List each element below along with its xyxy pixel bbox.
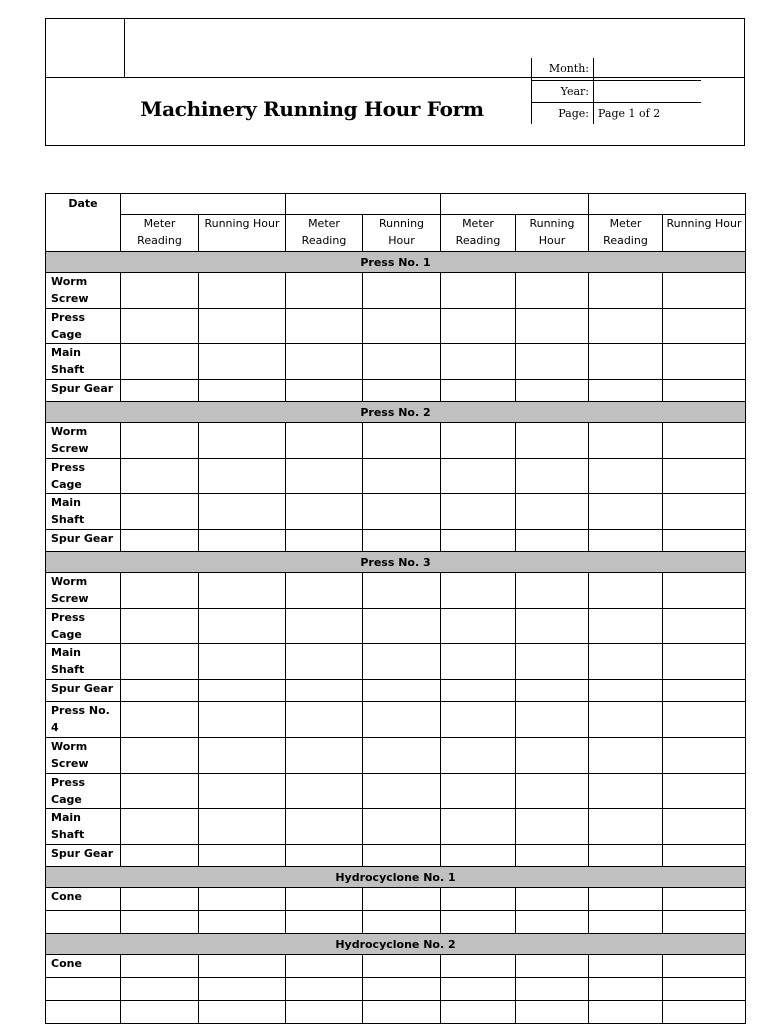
row-label: Main Shaft xyxy=(46,344,121,380)
entry-cell[interactable] xyxy=(441,911,516,934)
section-title: Hydrocyclone No. 2 xyxy=(46,934,746,955)
entry-cell[interactable] xyxy=(589,530,663,552)
entry-cell[interactable] xyxy=(589,644,663,680)
table-row xyxy=(46,530,746,552)
table-row xyxy=(46,955,746,978)
entry-cell[interactable] xyxy=(363,845,441,867)
entry-cell[interactable] xyxy=(663,911,746,934)
entry-cell[interactable] xyxy=(663,809,746,845)
table-row xyxy=(46,459,746,494)
table-row xyxy=(46,573,746,609)
entry-cell[interactable] xyxy=(441,423,516,459)
entry-cell[interactable] xyxy=(121,774,199,809)
entry-cell[interactable] xyxy=(286,911,363,934)
entry-cell[interactable] xyxy=(441,344,516,380)
entry-cell[interactable] xyxy=(589,978,663,1001)
table-row xyxy=(46,680,746,702)
entry-cell[interactable] xyxy=(441,573,516,609)
entry-cell[interactable] xyxy=(199,888,286,911)
entry-cell[interactable] xyxy=(363,774,441,809)
entry-cell[interactable] xyxy=(589,609,663,644)
entry-cell[interactable] xyxy=(516,680,589,702)
date-field[interactable] xyxy=(589,194,746,215)
row-label xyxy=(46,911,121,934)
row-label: Main Shaft xyxy=(46,644,121,680)
entry-cell[interactable] xyxy=(441,738,516,774)
row-label: Press No. 4 xyxy=(46,702,121,738)
entry-cell[interactable] xyxy=(441,459,516,494)
entry-cell[interactable] xyxy=(663,888,746,911)
entry-cell[interactable] xyxy=(589,380,663,402)
entry-cell[interactable] xyxy=(286,955,363,978)
entry-cell[interactable] xyxy=(589,809,663,845)
table-row xyxy=(46,494,746,530)
entry-cell[interactable] xyxy=(441,273,516,309)
entry-cell[interactable] xyxy=(516,609,589,644)
entry-cell[interactable] xyxy=(363,644,441,680)
entry-cell[interactable] xyxy=(516,573,589,609)
entry-cell[interactable] xyxy=(516,530,589,552)
entry-cell[interactable] xyxy=(589,344,663,380)
year-label: Year: xyxy=(532,80,594,102)
entry-cell[interactable] xyxy=(199,380,286,402)
column-header: Meter Reading xyxy=(286,215,363,252)
page-label: Page: xyxy=(532,102,594,124)
entry-cell[interactable] xyxy=(589,459,663,494)
entry-cell[interactable] xyxy=(286,809,363,845)
entry-cell[interactable] xyxy=(199,459,286,494)
entry-cell[interactable] xyxy=(121,573,199,609)
section-title: Press No. 2 xyxy=(46,402,746,423)
entry-cell[interactable] xyxy=(589,888,663,911)
entry-cell[interactable] xyxy=(363,459,441,494)
entry-cell[interactable] xyxy=(441,1001,516,1024)
entry-cell[interactable] xyxy=(589,423,663,459)
month-label: Month: xyxy=(532,58,594,80)
entry-cell[interactable] xyxy=(199,978,286,1001)
column-header-row xyxy=(46,215,746,252)
table-row xyxy=(46,609,746,644)
entry-cell[interactable] xyxy=(121,680,199,702)
entry-cell[interactable] xyxy=(441,680,516,702)
entry-cell[interactable] xyxy=(199,644,286,680)
entry-cell[interactable] xyxy=(516,702,589,738)
table-row xyxy=(46,309,746,344)
entry-cell[interactable] xyxy=(516,273,589,309)
entry-cell[interactable] xyxy=(663,609,746,644)
entry-cell[interactable] xyxy=(199,680,286,702)
entry-cell[interactable] xyxy=(199,309,286,344)
month-field[interactable] xyxy=(594,58,701,80)
entry-cell[interactable] xyxy=(121,423,199,459)
entry-cell[interactable] xyxy=(199,774,286,809)
entry-cell[interactable] xyxy=(441,702,516,738)
entry-cell[interactable] xyxy=(121,978,199,1001)
row-label: Press Cage xyxy=(46,459,121,494)
entry-cell[interactable] xyxy=(516,380,589,402)
column-header: Meter Reading xyxy=(121,215,199,252)
entry-cell[interactable] xyxy=(199,809,286,845)
entry-cell[interactable] xyxy=(199,845,286,867)
entry-cell[interactable] xyxy=(286,344,363,380)
entry-cell[interactable] xyxy=(441,774,516,809)
entry-cell[interactable] xyxy=(441,609,516,644)
section-header-row xyxy=(46,402,746,423)
row-label: Cone xyxy=(46,955,121,978)
entry-cell[interactable] xyxy=(199,609,286,644)
entry-cell[interactable] xyxy=(286,423,363,459)
entry-cell[interactable] xyxy=(286,702,363,738)
entry-cell[interactable] xyxy=(516,845,589,867)
entry-cell[interactable] xyxy=(516,1001,589,1024)
section-title: Press No. 1 xyxy=(46,252,746,273)
entry-cell[interactable] xyxy=(121,273,199,309)
year-field[interactable] xyxy=(594,80,701,102)
entry-cell[interactable] xyxy=(441,380,516,402)
entry-cell[interactable] xyxy=(363,309,441,344)
entry-cell[interactable] xyxy=(286,494,363,530)
entry-cell[interactable] xyxy=(121,702,199,738)
entry-cell[interactable] xyxy=(363,344,441,380)
entry-cell[interactable] xyxy=(121,738,199,774)
entry-cell[interactable] xyxy=(516,494,589,530)
row-label: Spur Gear xyxy=(46,680,121,702)
section-header-row xyxy=(46,252,746,273)
entry-cell[interactable] xyxy=(663,273,746,309)
entry-cell[interactable] xyxy=(199,738,286,774)
table-row xyxy=(46,911,746,934)
entry-cell[interactable] xyxy=(516,344,589,380)
form-meta-table xyxy=(531,58,701,124)
entry-cell[interactable] xyxy=(589,911,663,934)
entry-cell[interactable] xyxy=(363,680,441,702)
entry-cell[interactable] xyxy=(286,530,363,552)
entry-cell[interactable] xyxy=(199,530,286,552)
entry-cell[interactable] xyxy=(516,955,589,978)
entry-cell[interactable] xyxy=(589,845,663,867)
entry-cell[interactable] xyxy=(663,1001,746,1024)
entry-cell[interactable] xyxy=(516,774,589,809)
entry-cell[interactable] xyxy=(199,273,286,309)
date-field[interactable] xyxy=(441,194,589,215)
entry-cell[interactable] xyxy=(663,573,746,609)
entry-cell[interactable] xyxy=(663,309,746,344)
entry-cell[interactable] xyxy=(589,309,663,344)
date-field[interactable] xyxy=(121,194,286,215)
entry-cell[interactable] xyxy=(121,494,199,530)
row-label: Spur Gear xyxy=(46,845,121,867)
entry-cell[interactable] xyxy=(121,845,199,867)
entry-cell[interactable] xyxy=(286,774,363,809)
table-row xyxy=(46,344,746,380)
entry-cell[interactable] xyxy=(121,459,199,494)
entry-cell[interactable] xyxy=(589,1001,663,1024)
entry-cell[interactable] xyxy=(663,845,746,867)
table-row xyxy=(46,423,746,459)
entry-cell[interactable] xyxy=(199,344,286,380)
date-label: Date xyxy=(46,194,121,252)
entry-cell[interactable] xyxy=(441,494,516,530)
entry-cell[interactable] xyxy=(441,845,516,867)
entry-cell[interactable] xyxy=(286,978,363,1001)
section-title: Press No. 3 xyxy=(46,552,746,573)
row-label: Spur Gear xyxy=(46,530,121,552)
entry-cell[interactable] xyxy=(516,738,589,774)
entry-cell[interactable] xyxy=(121,380,199,402)
entry-cell[interactable] xyxy=(286,573,363,609)
table-row xyxy=(46,738,746,774)
table-row xyxy=(46,644,746,680)
table-row xyxy=(46,888,746,911)
entry-cell[interactable] xyxy=(286,273,363,309)
entry-cell[interactable] xyxy=(199,911,286,934)
entry-cell[interactable] xyxy=(663,644,746,680)
entry-cell[interactable] xyxy=(363,738,441,774)
entry-cell[interactable] xyxy=(441,809,516,845)
section-header-row xyxy=(46,934,746,955)
entry-cell[interactable] xyxy=(663,738,746,774)
entry-cell[interactable] xyxy=(589,774,663,809)
entry-cell[interactable] xyxy=(286,680,363,702)
entry-cell[interactable] xyxy=(286,738,363,774)
row-label: Main Shaft xyxy=(46,809,121,845)
entry-cell[interactable] xyxy=(363,423,441,459)
section-header-row xyxy=(46,552,746,573)
entry-cell[interactable] xyxy=(363,530,441,552)
entry-cell[interactable] xyxy=(516,459,589,494)
entry-cell[interactable] xyxy=(441,888,516,911)
entry-cell[interactable] xyxy=(516,309,589,344)
entry-cell[interactable] xyxy=(121,955,199,978)
entry-cell[interactable] xyxy=(589,955,663,978)
entry-cell[interactable] xyxy=(589,738,663,774)
date-row xyxy=(46,194,746,215)
row-label: Worm Screw xyxy=(46,573,121,609)
column-header: Running Hour xyxy=(363,215,441,252)
row-label xyxy=(46,978,121,1001)
entry-cell[interactable] xyxy=(363,1001,441,1024)
entry-cell[interactable] xyxy=(589,680,663,702)
entry-cell[interactable] xyxy=(199,423,286,459)
column-header: Meter Reading xyxy=(589,215,663,252)
row-label: Press Cage xyxy=(46,609,121,644)
entry-cell[interactable] xyxy=(663,680,746,702)
entry-cell[interactable] xyxy=(363,702,441,738)
table-row xyxy=(46,273,746,309)
entry-cell[interactable] xyxy=(589,702,663,738)
entry-cell[interactable] xyxy=(441,309,516,344)
entry-cell[interactable] xyxy=(516,809,589,845)
entry-cell[interactable] xyxy=(441,978,516,1001)
entry-cell[interactable] xyxy=(286,888,363,911)
entry-cell[interactable] xyxy=(363,573,441,609)
table-row xyxy=(46,845,746,867)
row-label xyxy=(46,1001,121,1024)
row-label: Worm Screw xyxy=(46,738,121,774)
entry-cell[interactable] xyxy=(589,494,663,530)
section-title: Hydrocyclone No. 1 xyxy=(46,867,746,888)
entry-cell[interactable] xyxy=(121,809,199,845)
entry-cell[interactable] xyxy=(286,309,363,344)
entry-cell[interactable] xyxy=(663,459,746,494)
entry-cell[interactable] xyxy=(286,845,363,867)
entry-cell[interactable] xyxy=(121,609,199,644)
column-header: Running Hour xyxy=(199,215,286,252)
entry-cell[interactable] xyxy=(199,955,286,978)
entry-cell[interactable] xyxy=(663,955,746,978)
logo-placeholder xyxy=(46,19,125,77)
entry-cell[interactable] xyxy=(663,344,746,380)
entry-cell[interactable] xyxy=(286,459,363,494)
table-row xyxy=(46,380,746,402)
entry-cell[interactable] xyxy=(663,494,746,530)
entry-cell[interactable] xyxy=(121,1001,199,1024)
page-title: Machinery Running Hour Form xyxy=(140,97,484,121)
entry-cell[interactable] xyxy=(663,774,746,809)
table-row xyxy=(46,978,746,1001)
page-number: Page 1 of 2 xyxy=(594,102,701,124)
entry-cell[interactable] xyxy=(286,1001,363,1024)
entry-cell[interactable] xyxy=(121,530,199,552)
entry-cell[interactable] xyxy=(663,380,746,402)
entry-cell[interactable] xyxy=(516,978,589,1001)
table-row xyxy=(46,774,746,809)
entry-cell[interactable] xyxy=(199,573,286,609)
entry-cell[interactable] xyxy=(589,273,663,309)
entry-cell[interactable] xyxy=(663,423,746,459)
running-hour-table xyxy=(45,193,746,1024)
entry-cell[interactable] xyxy=(121,911,199,934)
row-label: Press Cage xyxy=(46,774,121,809)
row-label: Worm Screw xyxy=(46,423,121,459)
entry-cell[interactable] xyxy=(441,955,516,978)
row-label: Press Cage xyxy=(46,309,121,344)
row-label: Worm Screw xyxy=(46,273,121,309)
entry-cell[interactable] xyxy=(663,978,746,1001)
table-row xyxy=(46,702,746,738)
entry-cell[interactable] xyxy=(363,911,441,934)
entry-cell[interactable] xyxy=(516,888,589,911)
table-row xyxy=(46,1001,746,1024)
entry-cell[interactable] xyxy=(516,911,589,934)
entry-cell[interactable] xyxy=(363,494,441,530)
entry-cell[interactable] xyxy=(441,644,516,680)
entry-cell[interactable] xyxy=(286,380,363,402)
entry-cell[interactable] xyxy=(516,423,589,459)
column-header: Running Hour xyxy=(663,215,746,252)
entry-cell[interactable] xyxy=(199,702,286,738)
entry-cell[interactable] xyxy=(286,644,363,680)
entry-cell[interactable] xyxy=(121,644,199,680)
entry-cell[interactable] xyxy=(441,530,516,552)
table-row xyxy=(46,809,746,845)
row-label: Main Shaft xyxy=(46,494,121,530)
column-header: Meter Reading xyxy=(441,215,516,252)
entry-cell[interactable] xyxy=(589,573,663,609)
entry-cell[interactable] xyxy=(121,344,199,380)
section-header-row xyxy=(46,867,746,888)
row-label: Cone xyxy=(46,888,121,911)
entry-cell[interactable] xyxy=(363,955,441,978)
entry-cell[interactable] xyxy=(199,1001,286,1024)
entry-cell[interactable] xyxy=(363,809,441,845)
entry-cell[interactable] xyxy=(663,702,746,738)
entry-cell[interactable] xyxy=(363,273,441,309)
entry-cell[interactable] xyxy=(363,978,441,1001)
row-label: Spur Gear xyxy=(46,380,121,402)
entry-cell[interactable] xyxy=(286,609,363,644)
entry-cell[interactable] xyxy=(363,380,441,402)
entry-cell[interactable] xyxy=(121,888,199,911)
entry-cell[interactable] xyxy=(516,644,589,680)
entry-cell[interactable] xyxy=(363,888,441,911)
entry-cell[interactable] xyxy=(199,494,286,530)
entry-cell[interactable] xyxy=(121,309,199,344)
column-header: Running Hour xyxy=(516,215,589,252)
date-field[interactable] xyxy=(286,194,441,215)
entry-cell[interactable] xyxy=(363,609,441,644)
entry-cell[interactable] xyxy=(663,530,746,552)
